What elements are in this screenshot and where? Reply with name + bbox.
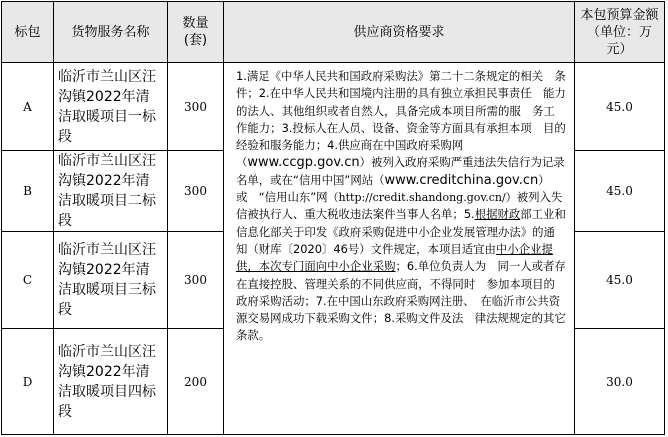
- row-budget: 45.0: [575, 232, 665, 329]
- req-text-5: 部工业和信息化部关于印发《政府采购促进中小企业发展管理办法》的通知（财库〔2020〕46号）文件规定，本项目适宜由: [236, 207, 566, 256]
- header-name: 货物服务名称: [54, 2, 168, 63]
- row-label: C: [2, 232, 54, 329]
- row-label: B: [2, 151, 54, 232]
- req-underline-1: 根据财政: [474, 207, 521, 222]
- row-name: 临沂市兰山区汪沟镇2022年清洁取暖项目二标段: [54, 151, 168, 232]
- req-underline-2: 中小企业提供，本次专门面向中小企业采购: [236, 241, 553, 274]
- req-text-1: 1.满足《中华人民共和国政府采购法》第二十二条规定的相关 条件；2.在中华人民共和国境内注册的具有独立承担民事责任 能力的法人、其他组织或者自然人，具备完成本项目所需的服 务工作能力；3.投标人在人员、设备、资金等方面具有承担本项 目的经验和服务能力；4.供应商在中国政府采购网（: [236, 69, 566, 170]
- requirements-cell: [224, 63, 575, 435]
- row-name: 临沂市兰山区汪沟镇2022年清洁取暖项目三标段: [54, 232, 168, 329]
- row-qty: 300: [168, 151, 224, 232]
- link-ccgp[interactable]: www.ccgp.gov.cn: [247, 155, 360, 171]
- row-qty: 300: [168, 63, 224, 151]
- row-budget: 45.0: [575, 151, 665, 232]
- row-name: 临沂市兰山区汪沟镇2022年清洁取暖项目四标段: [54, 329, 168, 435]
- row-name: 临沂市兰山区汪沟镇2022年清洁取暖项目一标段: [54, 63, 168, 151]
- header-label: 标包: [2, 2, 54, 63]
- header-budget: 本包预算金额（单位：万元）: [575, 2, 665, 63]
- header-requirements: 供应商资格要求: [224, 2, 575, 63]
- row-qty: 200: [168, 329, 224, 435]
- row-budget: 30.0: [575, 329, 665, 435]
- req-text-4: 被列入失信被执行人、重大税收违法案件当事人名单；5.: [236, 190, 563, 222]
- row-label: D: [2, 329, 54, 435]
- req-text-3: ）或 “信用山东”网: [236, 172, 550, 205]
- header-qty: 数量(套): [168, 2, 224, 63]
- req-text-2: ）被列入政府采购严重违法失信行为记录 名单，或在“信用中国”网站（: [236, 155, 577, 187]
- row-budget: 45.0: [575, 63, 665, 151]
- req-text-6: ；6.单位负责人为 同一人或者存在直接控股、管理关系的不同供应商，不得同时 参加本项目的政府采购活动；7.在中国山东政府采购网注册、 在临沂市公共资源交易网成功下载采购文件；8.采购文件及法 律法规规定的其它条款。: [236, 259, 566, 343]
- requirements-table: [1, 1, 665, 435]
- link-creditchina[interactable]: www.creditchina.gov.cn: [384, 172, 539, 188]
- row-label: A: [2, 63, 54, 151]
- table-row: [2, 63, 665, 151]
- url-shandong: （http://credit.shandong.gov.cn/）: [327, 191, 517, 205]
- row-qty: 300: [168, 232, 224, 329]
